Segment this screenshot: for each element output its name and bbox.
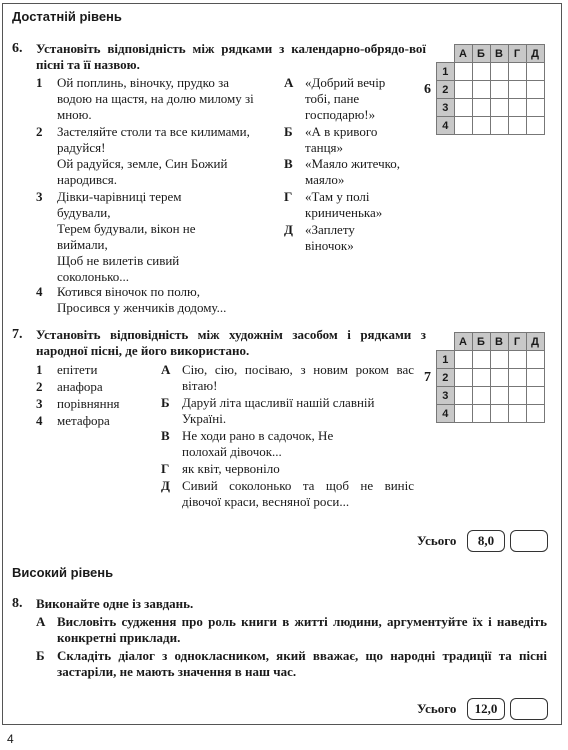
- total-2-score-box[interactable]: [510, 698, 548, 720]
- grid-row-label: 4: [437, 405, 455, 423]
- grid-cell[interactable]: [526, 63, 544, 81]
- q6-item-3-num: 3: [36, 189, 43, 204]
- q6-option-d-letter: Д: [284, 222, 293, 237]
- grid-col-header: А: [454, 45, 472, 63]
- grid-cell[interactable]: [454, 81, 472, 99]
- grid-cell[interactable]: [490, 99, 508, 117]
- grid-row-label: 2: [437, 369, 455, 387]
- grid-cell[interactable]: [508, 99, 526, 117]
- q7-text: Установіть відповідність між художнім засобом і рядками з народної пісні, де його використано.: [36, 327, 426, 358]
- grid-cell[interactable]: [508, 405, 526, 423]
- level-sufficient-heading: Достатній рівень: [12, 9, 122, 24]
- q7-option-b-letter: Б: [161, 395, 170, 410]
- q7-item-2-text: анафора: [57, 379, 103, 394]
- grid-cell[interactable]: [454, 117, 472, 135]
- q6-option-b-letter: Б: [284, 124, 293, 139]
- grid-row-label: 2: [437, 81, 455, 99]
- page-number: 4: [7, 732, 14, 746]
- grid-col-header: В: [490, 333, 508, 351]
- q6-item-3-line3: Щоб не вилетів сивий соколонько...: [57, 253, 180, 284]
- grid-cell[interactable]: [472, 63, 490, 81]
- grid-cell[interactable]: [526, 81, 544, 99]
- q6-option-b-text: «А в кривого танця»: [305, 124, 378, 155]
- grid-cell[interactable]: [472, 81, 490, 99]
- q6-option-g-text: «Там у полі криниченька»: [305, 189, 383, 220]
- q6-item-1-text: Ой поплинь, віночку, прудко за водою на щастя, на долю милому зі мною.: [57, 75, 254, 122]
- q6-option-a-letter: А: [284, 75, 294, 90]
- q6-answer-grid: [436, 44, 545, 135]
- grid-cell[interactable]: [526, 387, 544, 405]
- grid-col-header: Г: [508, 45, 526, 63]
- q6-item-2-cont: Ой радуйся, земле, Син Божий народився.: [57, 156, 228, 187]
- grid-cell[interactable]: [508, 81, 526, 99]
- q6-item-4-line2: Просився у женчиків додому...: [57, 300, 227, 315]
- q7-option-d-letter: Д: [161, 478, 170, 493]
- q7-option-d-text: Сивий соколонько та щоб не виніс дівочої краси, весняної роси...: [182, 478, 414, 509]
- q6-item-1-num: 1: [36, 75, 43, 90]
- grid-cell[interactable]: [526, 99, 544, 117]
- grid-cell[interactable]: [526, 369, 544, 387]
- q8-option-b-text: Складіть діалог з однокласником, який вважає, що народні традиції та пісні застаріли, не мають значення в наш час.: [57, 648, 547, 679]
- q7-item-3-text: порівняння: [57, 396, 120, 411]
- grid-cell[interactable]: [472, 117, 490, 135]
- q8-option-a-letter: А: [36, 614, 46, 629]
- q7-item-3-num: 3: [36, 396, 43, 411]
- total-1-score-box[interactable]: [510, 530, 548, 552]
- q7-option-b-text: Даруй літа щасливії нашій славній Україні.: [182, 395, 375, 426]
- grid-cell[interactable]: [472, 351, 490, 369]
- grid-col-header: Г: [508, 333, 526, 351]
- total-1-label: Усього: [417, 533, 457, 548]
- q7-option-v-letter: В: [161, 428, 170, 443]
- grid-cell[interactable]: [526, 405, 544, 423]
- grid-col-header: Б: [472, 333, 490, 351]
- q8-option-a-text: Висловіть судження про роль книги в житті людини, аргументуйте їх і наведіть конкретні приклади.: [57, 614, 547, 645]
- q8-option-b-letter: Б: [36, 648, 45, 663]
- q7-option-v-text: Не ходи рано в садочок, Не полохай дівочок...: [182, 428, 334, 459]
- grid-row-label: 4: [437, 117, 455, 135]
- q8-text: Виконайте одне із завдань.: [36, 596, 194, 611]
- q7-option-a-letter: А: [161, 362, 171, 377]
- grid-col-header: Д: [526, 45, 544, 63]
- q6-number: 6.: [12, 41, 23, 56]
- q6-item-3-line2: Терем будували, вікон не виймали,: [57, 221, 196, 252]
- grid-cell[interactable]: [472, 387, 490, 405]
- q6-option-g-letter: Г: [284, 189, 293, 204]
- q7-item-1-text: епітети: [57, 362, 98, 377]
- grid-row-label: 1: [437, 351, 455, 369]
- total-2-value: 12,0: [467, 698, 505, 720]
- q7-item-4-text: метафора: [57, 413, 110, 428]
- grid-cell[interactable]: [490, 63, 508, 81]
- grid-cell[interactable]: [490, 387, 508, 405]
- level-high-heading: Високий рівень: [12, 565, 114, 580]
- q6-option-v-letter: В: [284, 156, 293, 171]
- grid-cell[interactable]: [508, 117, 526, 135]
- grid-cell[interactable]: [472, 369, 490, 387]
- grid-cell[interactable]: [526, 117, 544, 135]
- q6-grid-number: 6: [424, 82, 431, 97]
- grid-cell[interactable]: [472, 99, 490, 117]
- q6-option-d-text: «Заплету віночок»: [305, 222, 355, 253]
- grid-cell[interactable]: [508, 63, 526, 81]
- q6-option-a-text: «Добрий вечір тобі, пане господарю!»: [305, 75, 386, 122]
- grid-cell[interactable]: [454, 99, 472, 117]
- grid-cell[interactable]: [526, 351, 544, 369]
- grid-cell[interactable]: [490, 81, 508, 99]
- grid-cell[interactable]: [454, 63, 472, 81]
- q7-item-2-num: 2: [36, 379, 43, 394]
- q7-option-a-text: Сію, сію, посіваю, з новим роком вас вітаю!: [182, 362, 414, 393]
- grid-cell[interactable]: [454, 369, 472, 387]
- grid-cell[interactable]: [490, 369, 508, 387]
- grid-row-label: 3: [437, 387, 455, 405]
- q6-item-2-text: Застеляйте столи та все килимами, радуйся!: [57, 124, 250, 155]
- grid-cell[interactable]: [454, 387, 472, 405]
- grid-row-label: 3: [437, 99, 455, 117]
- total-2-label: Усього: [417, 701, 457, 716]
- grid-cell[interactable]: [508, 387, 526, 405]
- grid-cell[interactable]: [454, 351, 472, 369]
- q6-item-4-num: 4: [36, 284, 43, 299]
- q7-option-g-text: як квіт, червоніло: [182, 461, 280, 476]
- grid-cell[interactable]: [508, 369, 526, 387]
- q7-item-1-num: 1: [36, 362, 43, 377]
- q7-grid-number: 7: [424, 370, 431, 385]
- grid-cell[interactable]: [490, 405, 508, 423]
- grid-col-header: Д: [526, 333, 544, 351]
- grid-cell[interactable]: [508, 351, 526, 369]
- grid-col-header: В: [490, 45, 508, 63]
- q7-answer-grid: [436, 332, 545, 423]
- q6-item-4-text: Котився віночок по полю,: [57, 284, 200, 299]
- q6-option-v-text: «Маяло житечко, маяло»: [305, 156, 401, 187]
- q8-number: 8.: [12, 596, 23, 611]
- q6-item-3-text: Дівки-чарівниці терем будували,: [57, 189, 182, 220]
- grid-col-header: А: [454, 333, 472, 351]
- grid-cell[interactable]: [472, 405, 490, 423]
- q7-option-g-letter: Г: [161, 461, 170, 476]
- q7-item-4-num: 4: [36, 413, 43, 428]
- grid-cell[interactable]: [454, 405, 472, 423]
- q6-item-2-num: 2: [36, 124, 43, 139]
- total-1-value: 8,0: [467, 530, 505, 552]
- grid-row-label: 1: [437, 63, 455, 81]
- grid-col-header: Б: [472, 45, 490, 63]
- grid-cell[interactable]: [490, 117, 508, 135]
- q7-number: 7.: [12, 327, 23, 342]
- grid-cell[interactable]: [490, 351, 508, 369]
- q6-text: Установіть відповідність між рядками з календарно-обрядо-вої пісні та її назвою.: [36, 41, 426, 72]
